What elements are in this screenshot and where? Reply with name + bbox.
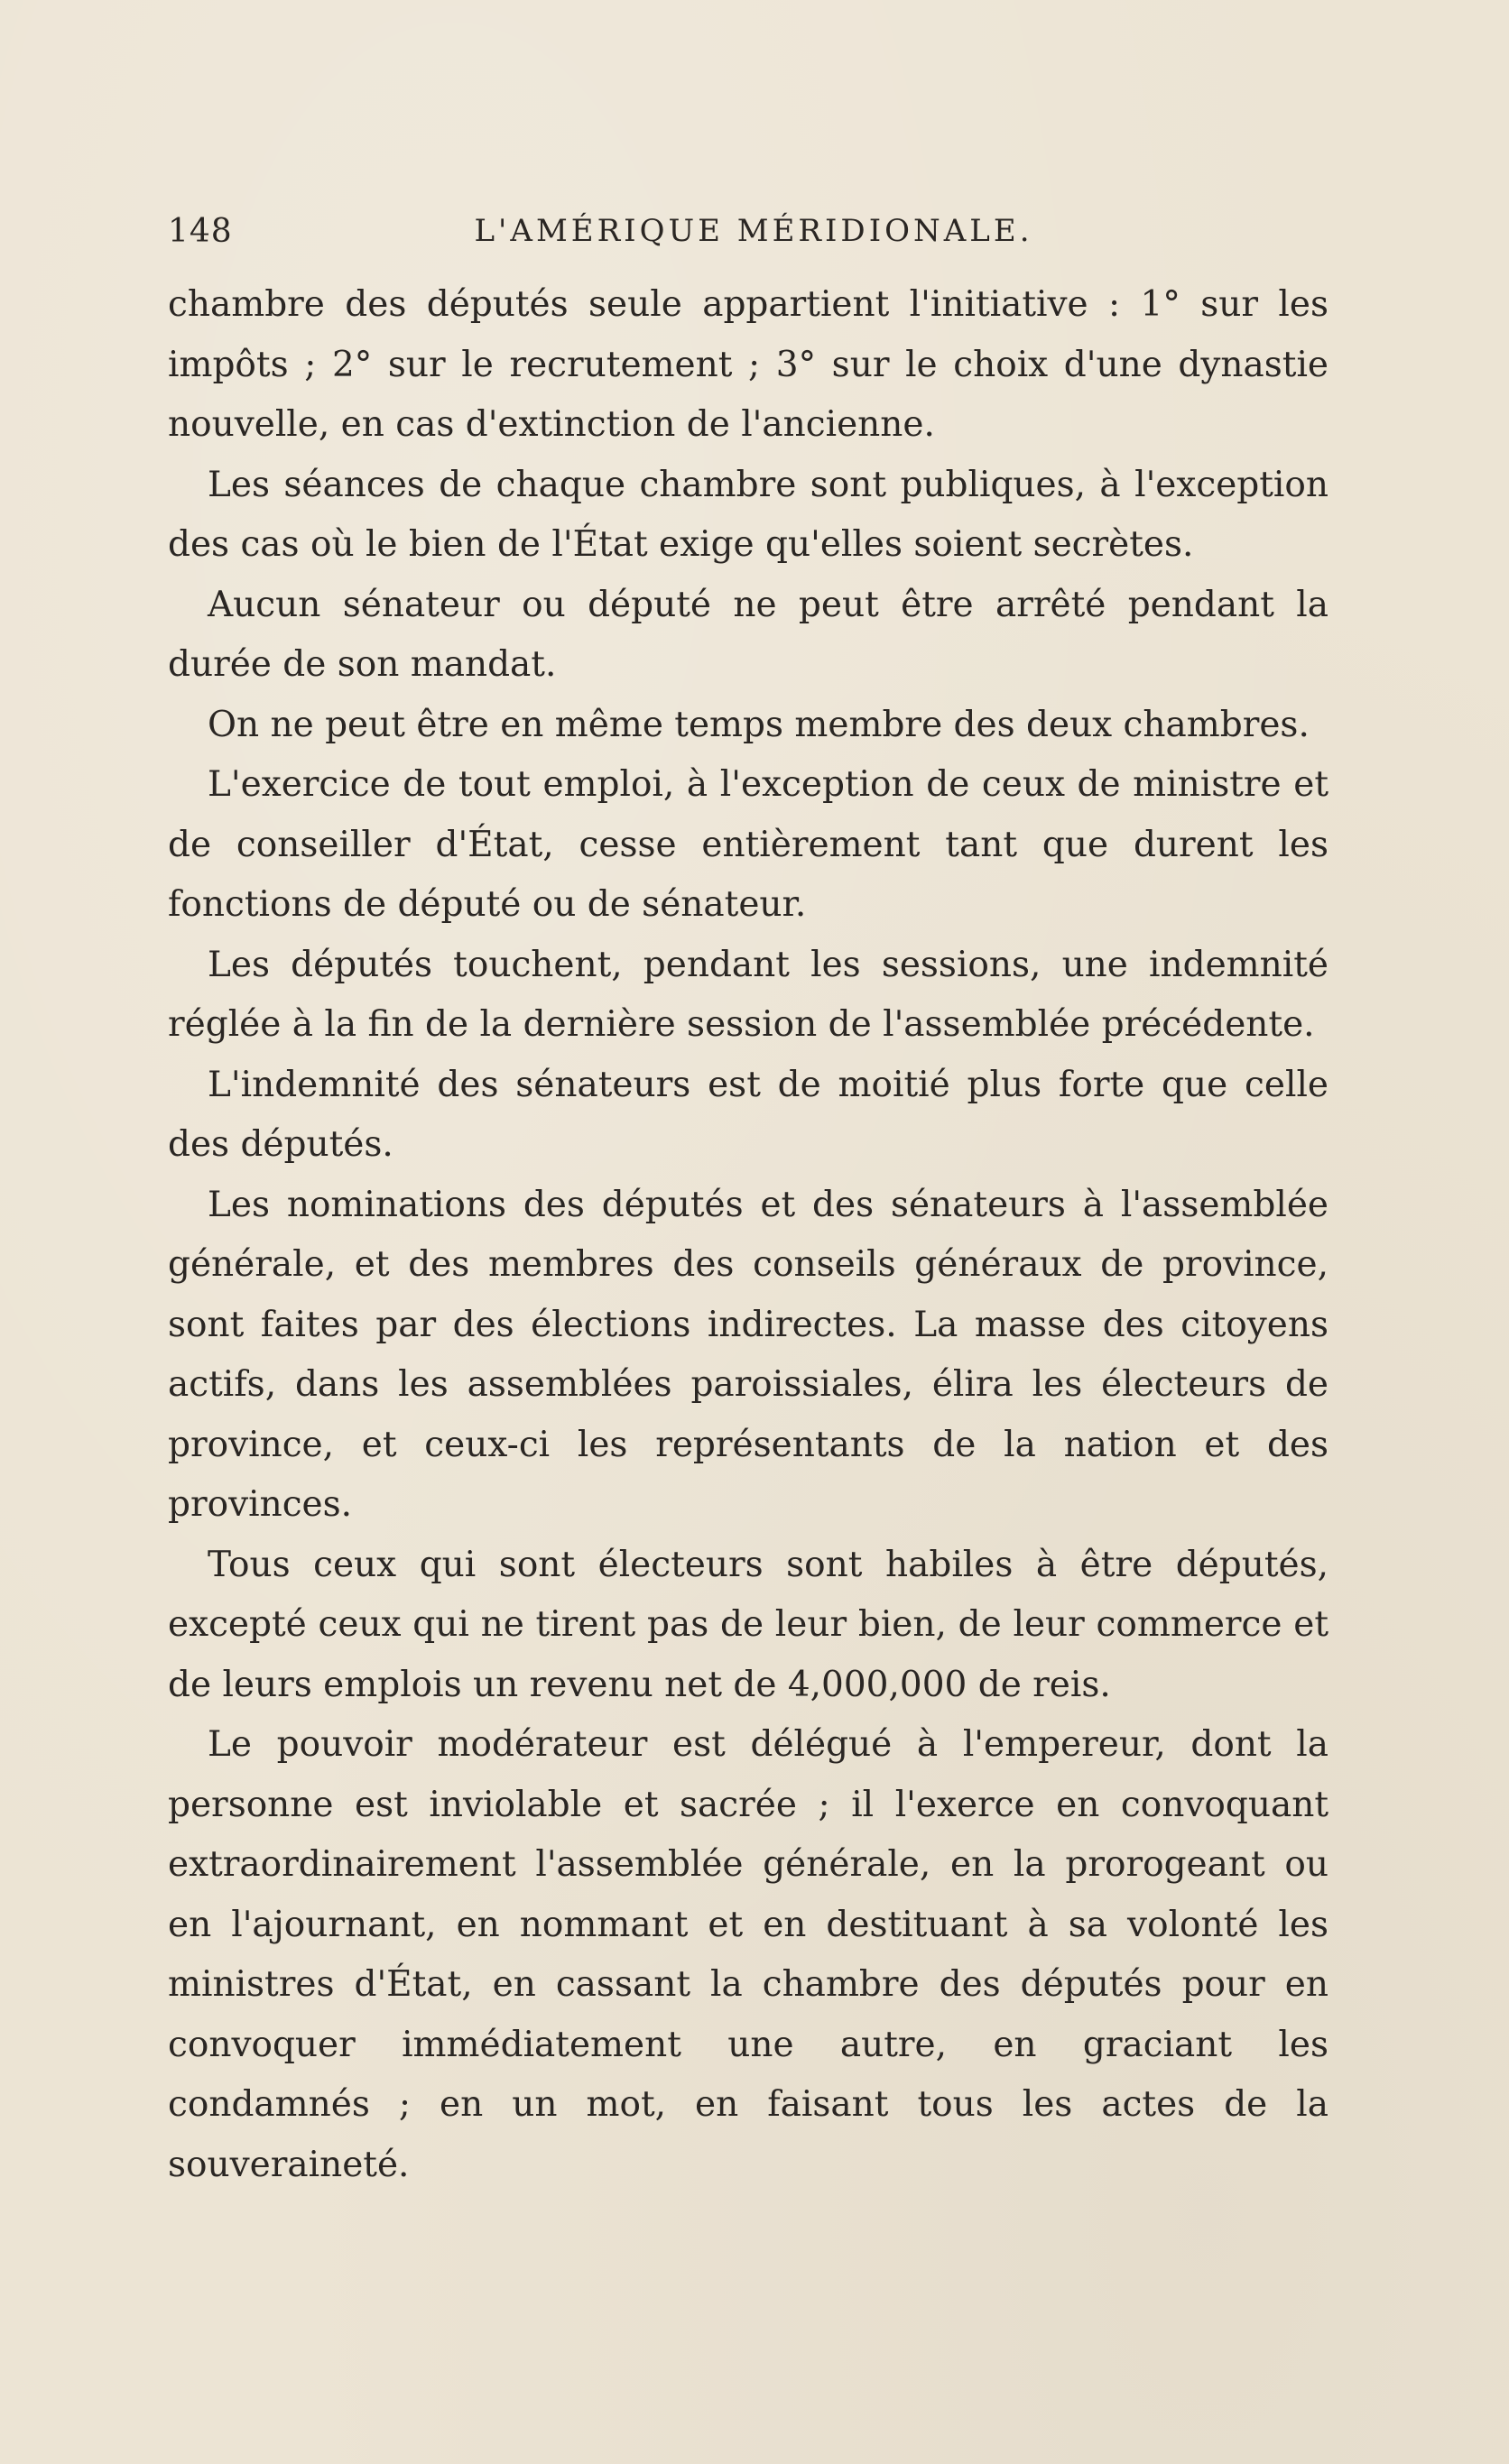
paragraph: L'indemnité des sénateurs est de moitié plus forte que celle des députés. [168, 1064, 1328, 1165]
paragraph: Tous ceux qui sont électeurs sont habiles à être députés, excepté ceux qui ne tirent pas de leur bien, de leur commerce et de leurs emplois un revenu net de 4,000,000 de reis. [168, 1544, 1328, 1705]
running-title: L'AMÉRIQUE MÉRIDIONALE. [474, 213, 1033, 249]
paragraph: Le pouvoir modérateur est délégué à l'empereur, dont la personne est inviolable et sacrée ; il l'exerce en convoquant extraordinairement l'assemblée générale, en la prorogeant ou en l'ajournant, en nommant et en destituant à sa volonté les ministres d'État, en cassant la chambre des députés pour en convoquer immédiatement une autre, en graciant les condamnés ; en un mot, en faisant tous les actes de la souveraineté. [168, 1724, 1328, 2185]
paragraph: On ne peut être en même temps membre des deux chambres. [208, 704, 1310, 745]
paragraph: chambre des députés seule appartient l'initiative : 1° sur les impôts ; 2° sur le recrutement ; 3° sur le choix d'une dynastie nouvelle, en cas d'extinction de l'ancienne. [168, 284, 1328, 445]
body-text [168, 275, 1328, 2195]
page-header [168, 206, 1339, 260]
paragraph: Les députés touchent, pendant les sessions, une indemnité réglée à la fin de la dernière session de l'assemblée précédente. [168, 944, 1328, 1045]
paragraph: L'exercice de tout emploi, à l'exception de ceux de ministre et de conseiller d'État, cesse entièrement tant que durent les fonctions de député ou de sénateur. [168, 764, 1328, 925]
page-number: 148 [168, 213, 233, 250]
paragraph: Les séances de chaque chambre sont publiques, à l'exception des cas où le bien de l'État exige qu'elles soient secrètes. [168, 464, 1328, 565]
paragraph: Les nominations des députés et des sénateurs à l'assemblée générale, et des membres des conseils généraux de province, sont faites par des élections indirectes. La masse des citoyens actifs, dans les assemblées paroissiales, élira les électeurs de province, et ceux-ci les représentants de la nation et des provinces. [168, 1184, 1328, 1525]
paragraph: Aucun sénateur ou député ne peut être arrêté pendant la durée de son mandat. [168, 584, 1328, 685]
